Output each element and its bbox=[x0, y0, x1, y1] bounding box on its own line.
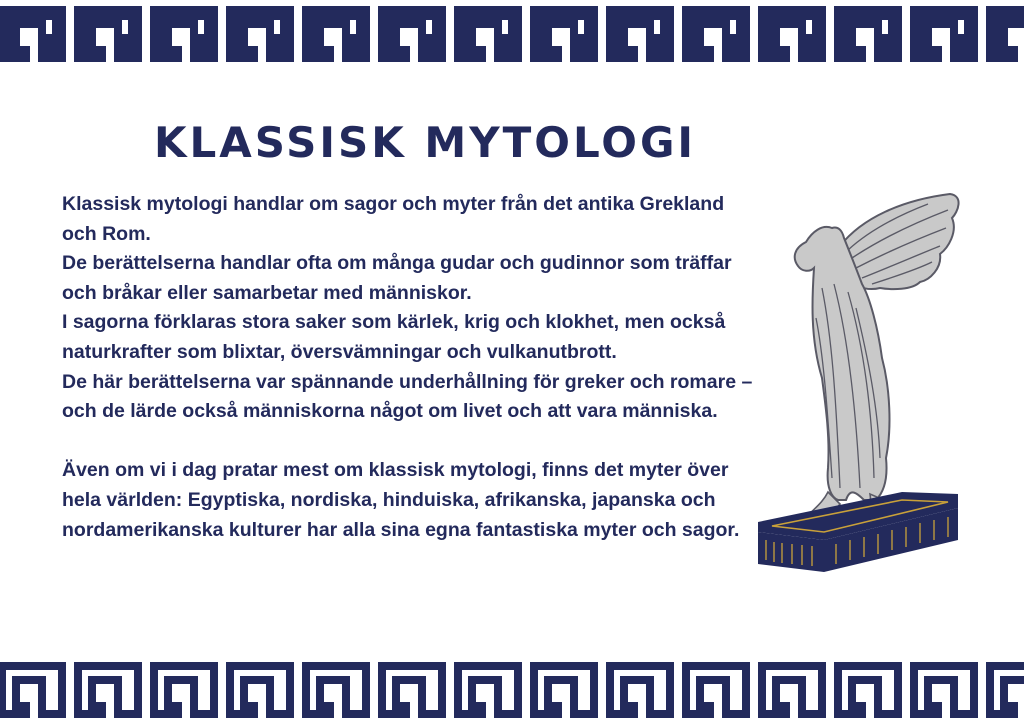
paragraph: I sagorna förklaras stora saker som kärlek, krig och klokhet, men också naturkrafter som blixtar, översvämningar och vulkanutbrott. bbox=[62, 311, 726, 363]
page-title: KLASSISK MYTOLOGI bbox=[153, 118, 697, 167]
greek-key-border-bottom bbox=[0, 656, 1024, 724]
paragraph: Klassisk mytologi handlar om sagor och myter från det antika Grekland och Rom. bbox=[62, 193, 725, 245]
paragraph: Även om vi i dag pratar mest om klassisk mytologi, finns det myter över hela världen: Egyptiska, nordiska, hinduiska, afrikanska, japanska och nordamerikanska kulturer har alla sina egna fantastiska myter och sagor. bbox=[62, 459, 740, 541]
paragraph: De berättelserna handlar ofta om många gudar och gudinnor som träffar och bråkar eller samarbetar med människor. bbox=[62, 252, 732, 304]
body-text bbox=[62, 190, 762, 545]
winged-victory-statue-icon bbox=[752, 188, 966, 580]
paragraph-gap bbox=[62, 427, 762, 457]
greek-key-border-top bbox=[0, 0, 1024, 68]
paragraph: De här berättelserna var spännande underhållning för greker och romare – och de lärde också människorna något om livet och att vara människa. bbox=[62, 370, 753, 423]
